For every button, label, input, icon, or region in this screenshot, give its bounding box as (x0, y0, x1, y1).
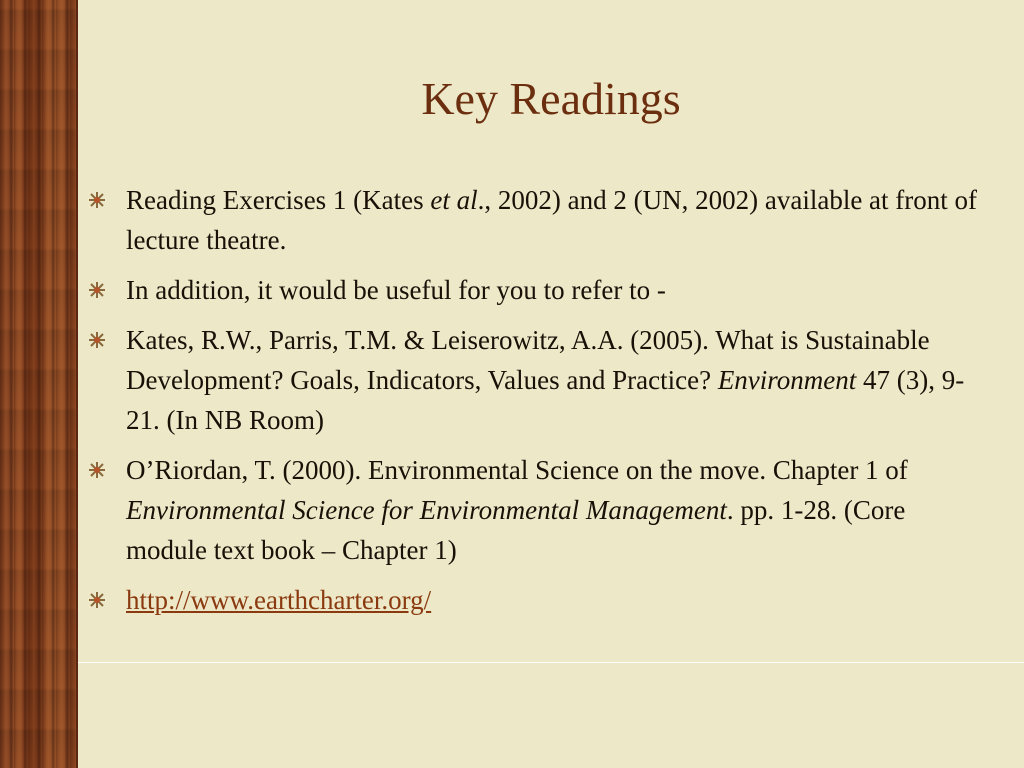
item-italic: Environment (717, 365, 857, 395)
earthcharter-link[interactable]: http://www.earthcharter.org/ (126, 585, 432, 615)
item-italic: Environmental Science for Environmental Management (126, 495, 727, 525)
item-text: Kates, R.W., Parris, T.M. & Leiserowitz, A.A. (2005). What is Sustainable Development? Goals, Indicators, Values and Practice? (126, 325, 930, 395)
list-item-in-addition (88, 270, 988, 310)
star-burst-icon (88, 281, 106, 299)
item-text: 47 (3), 9-21. (In NB Room) (126, 365, 965, 435)
wood-sidebar (0, 0, 76, 768)
footer-divider (78, 662, 1024, 663)
item-text: ., 2002) and 2 (UN, 2002) available at front of lecture theatre. (126, 185, 978, 255)
star-burst-icon (88, 191, 106, 209)
list-item-kates-2005 (88, 320, 988, 440)
star-burst-icon (88, 331, 106, 349)
item-italic: et al (430, 185, 478, 215)
list-item-oriordan-2000 (88, 450, 988, 570)
readings-list (88, 180, 988, 630)
list-item-reading-exercises (88, 180, 988, 260)
item-text: . pp. 1-28. (Core module text book – Chapter 1) (126, 495, 906, 565)
item-text: In addition, it would be useful for you to refer to - (126, 275, 666, 305)
item-text: Reading Exercises 1 (Kates (126, 185, 431, 215)
slide-title: Key Readings (421, 73, 681, 124)
item-text: O’Riordan, T. (2000). Environmental Science on the move. Chapter 1 of (126, 455, 908, 485)
star-burst-icon (88, 461, 106, 479)
star-burst-icon (88, 591, 106, 609)
list-item-earthcharter-link (88, 580, 988, 620)
